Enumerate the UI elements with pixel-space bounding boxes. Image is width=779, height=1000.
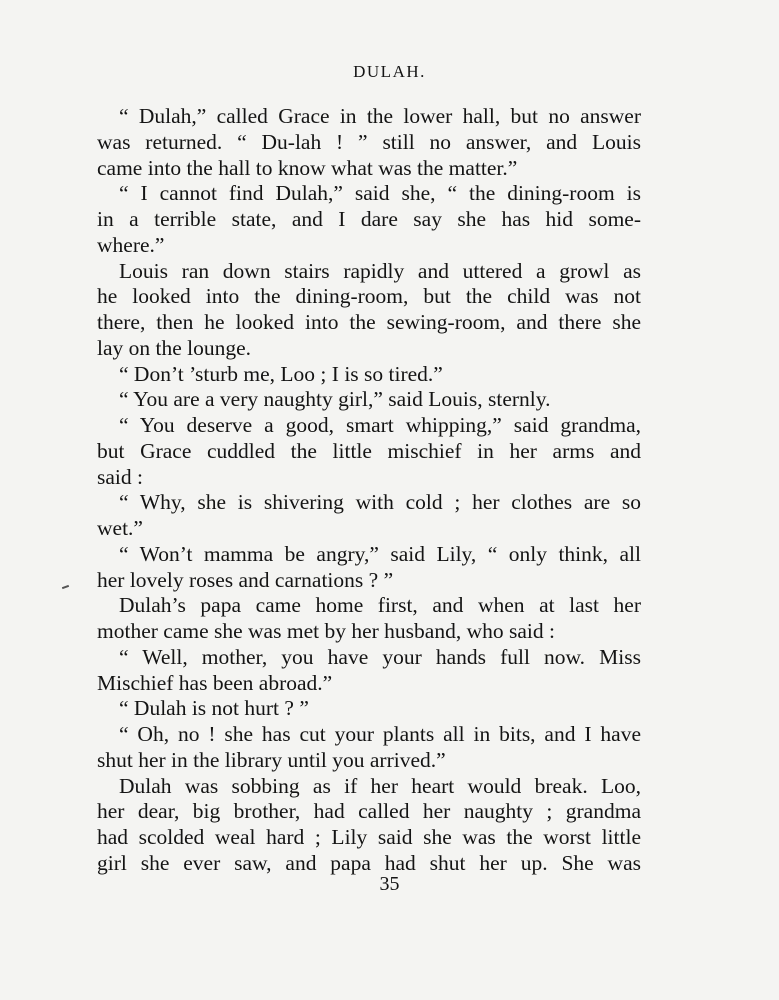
text-line: came into the hall to know what was the matter.” xyxy=(97,155,518,180)
text-line: he looked into the dining-room, but the child was not xyxy=(97,284,641,309)
text-line: “ I cannot find Dulah,” said she, “ the dining-room is xyxy=(119,181,641,206)
body-text xyxy=(97,104,641,877)
text-line: “ Well, mother, you have your hands full now. Miss xyxy=(119,644,641,669)
text-line: “ You are a very naughty girl,” said Louis, sternly. xyxy=(119,387,551,412)
text-line: was returned. “ Du-lah ! ” still no answer, and Louis xyxy=(97,129,641,154)
text-line: “ Dulah,” called Grace in the lower hall, but no answer xyxy=(119,104,641,128)
text-line: had scolded weal hard ; Lily said she was the worst little xyxy=(97,825,641,849)
text-line: “ You deserve a good, smart whipping,” said grandma, xyxy=(119,413,641,437)
text-line: said : xyxy=(97,464,143,489)
text-line: “ Won’t mamma be angry,” said Lily, “ only think, all xyxy=(119,541,641,566)
text-line: “ Dulah is not hurt ? ” xyxy=(119,696,309,721)
text-line: Dulah’s papa came home first, and when at last her xyxy=(119,593,641,618)
text-line: Mischief has been abroad.” xyxy=(97,670,333,695)
text-line: Dulah was sobbing as if her heart would break. Loo, xyxy=(119,773,641,798)
stray-ink-mark xyxy=(62,585,69,589)
text-line: where.” xyxy=(97,232,165,257)
text-line: lay on the lounge. xyxy=(97,335,252,360)
text-line: wet.” xyxy=(97,516,143,540)
text-line: girl she ever saw, and papa had shut her up. She was xyxy=(97,850,641,875)
text-line: shut her in the library until you arrived.” xyxy=(97,747,446,772)
text-line: there, then he looked into the sewing-room, and there she xyxy=(97,310,641,334)
text-line: Louis ran down stairs rapidly and uttered a growl as xyxy=(119,258,641,283)
running-head: DULAH. xyxy=(353,62,426,81)
text-line: “ Don’t ’sturb me, Loo ; I is so tired.” xyxy=(119,361,443,386)
text-line: but Grace cuddled the little mischief in her arms and xyxy=(97,438,641,463)
text-line: her dear, big brother, had called her naughty ; grandma xyxy=(97,799,641,824)
page-number: 35 xyxy=(379,873,400,895)
text-line: her lovely roses and carnations ? ” xyxy=(97,567,394,592)
text-line: “ Oh, no ! she has cut your plants all in bits, and I have xyxy=(119,722,641,746)
text-line: in a terrible state, and I dare say she has hid some- xyxy=(97,207,641,231)
text-line: mother came she was met by her husband, who said : xyxy=(97,619,555,643)
text-line: “ Why, she is shivering with cold ; her clothes are so xyxy=(119,490,641,515)
